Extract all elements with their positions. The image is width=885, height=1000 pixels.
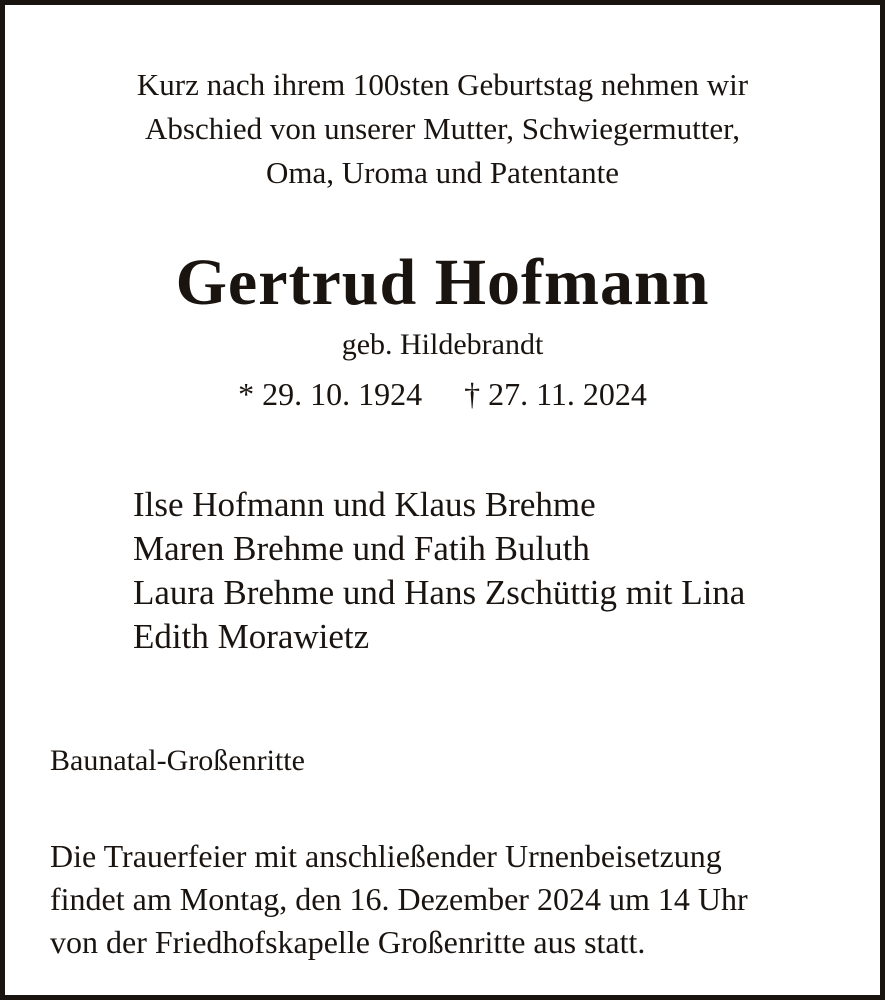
mourners-list	[133, 483, 745, 659]
intro-text	[5, 63, 880, 195]
mourner-entry: Laura Brehme und Hans Zschüttig mit Lina	[133, 573, 746, 612]
intro-line: Kurz nach ihrem 100sten Geburtstag nehmen wir	[136, 67, 749, 102]
life-dates	[5, 372, 880, 416]
death-date: † 27. 11. 2024	[464, 376, 647, 412]
mourner-entry: Edith Morawietz	[133, 617, 370, 656]
mourner-entry: Ilse Hofmann und Klaus Brehme	[133, 485, 596, 524]
mourner-entry: Maren Brehme und Fatih Buluth	[133, 529, 590, 568]
intro-line: Oma, Uroma und Patentante	[266, 155, 619, 190]
place-name: Baunatal-Großenritte	[50, 744, 305, 777]
birth-date: * 29. 10. 1924	[238, 376, 423, 412]
service-line: Die Trauerfeier mit anschließender Urnenbeisetzung	[50, 838, 722, 874]
intro-line: Abschied von unserer Mutter, Schwiegermutter,	[145, 111, 740, 146]
service-info	[50, 835, 748, 964]
service-line: findet am Montag, den 16. Dezember 2024 um 14 Uhr	[50, 881, 748, 917]
deceased-name: Gertrud Hofmann	[175, 246, 710, 319]
birth-name: geb. Hildebrandt	[341, 328, 544, 361]
service-line: von der Friedhofskapelle Großenritte aus statt.	[50, 924, 646, 960]
